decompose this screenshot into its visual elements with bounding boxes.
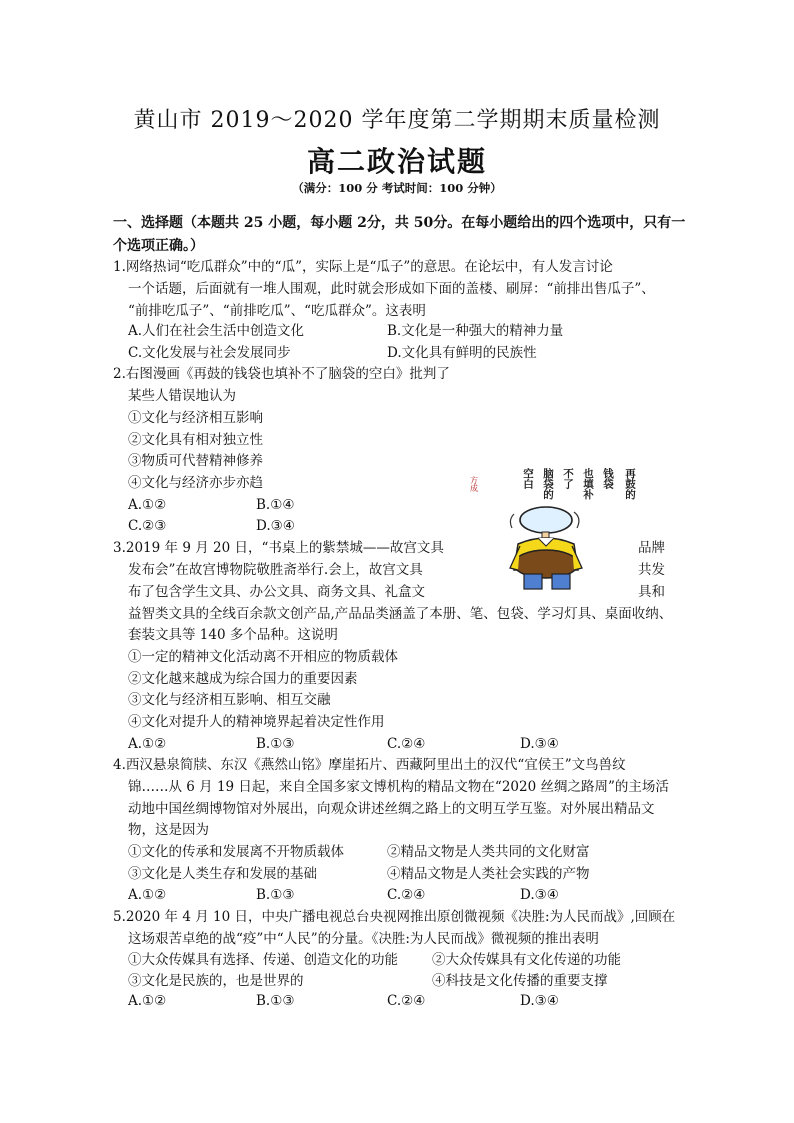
paper-subject-title: 高二政治试题 [306,145,487,178]
q5-item: ①大众传媒具有选择、传递、创造文化的功能 [128,952,398,968]
q2-option-d[interactable]: D.③④ [256,518,295,534]
exam-meta: （满分：100 分 考试时间：100 分钟） [292,181,502,195]
q3-item: ②文化越来越成为综合国力的重要因素 [128,671,358,687]
q5-option-d[interactable]: D.③④ [520,993,559,1009]
q5-stem-line: 这场艰苦卓绝的战“疫”中“人民”的分量。《决胜:为人民而战》微视频的推出表明 [128,931,599,947]
q2-stem-line: 2.右图漫画《再鼓的钱袋也填补不了脑袋的空白》批判了 [113,366,450,382]
q1-option-d[interactable]: D.文化具有鲜明的民族性 [387,345,537,361]
exam-title: 黄山市 2019～2020 学年度第二学期期末质量检测 [133,108,661,133]
q3-option-a[interactable]: A.①② [128,736,167,752]
q2-item: ②文化具有相对独立性 [128,432,263,448]
q3-stem-line: 发布会”在故宫博物院敬胜斋举行.会上，故宫文具 [128,562,423,578]
q1-option-a[interactable]: A.人们在社会生活中创造文化 [128,323,305,339]
q5-option-c[interactable]: C.②④ [387,993,426,1009]
q1-stem-line: “前排吃瓜子”、“前排吃瓜”、“吃瓜群众”。这表明 [128,303,426,319]
q4-item: ③文化是人类生存和发展的基础 [128,866,317,882]
q3-option-d[interactable]: D.③④ [520,736,559,752]
q5-option-a[interactable]: A.①② [128,993,167,1009]
q5-item: ④科技是文化传播的重要支撑 [432,973,608,989]
q4-option-d[interactable]: D.③④ [520,887,559,903]
q3-stem-line: 套装文具等 140 多个品种。这说明 [128,627,338,643]
q4-stem-line: 物，这是因为 [128,822,209,838]
q3-stem-line-end: 具和 [638,584,665,600]
q4-item: ④精品文物是人类社会实践的产物 [387,866,590,882]
q3-item: ①一定的精神文化活动离不开相应的物质载体 [128,649,398,665]
q4-stem-line: 动地中国丝绸博物馆对外展出，向观众讲述丝绸之路上的文明互学互鉴。对外展出精品文 [128,801,655,817]
q4-option-b[interactable]: B.①③ [256,887,295,903]
q4-option-c[interactable]: C.②④ [387,887,426,903]
q2-item: ④文化与经济亦步亦趋 [128,475,263,491]
q1-stem-line: 1.网络热词“吃瓜群众”中的“瓜”，实际上是“瓜子”的意思。在论坛中，有人发言讨论 [113,259,613,275]
q3-stem-line-end: 共发 [638,562,665,578]
q5-option-b[interactable]: B.①③ [256,993,295,1009]
q5-stem-line: 5.2020 年 4 月 10 日，中央广播电视总台央视网推出原创微视频《决胜:为人民而战》,回顾在 [113,909,676,925]
q3-stem-line: 3.2019 年 9 月 20 日，“书桌上的紫禁城——故宫文具 [113,540,444,556]
q1-option-b[interactable]: B.文化是一种强大的精神力量 [387,323,564,339]
q3-option-c[interactable]: C.②④ [387,736,426,752]
q2-stem-line: 某些人错误地认为 [128,388,236,404]
cartoon-caption: 钱袋 [602,468,614,489]
q3-stem-line: 益智类文具的全线百余款文创产品,产品品类涵盖了本册、笔、包袋、学习灯具、桌面收纳、 [128,606,673,622]
q5-item: ②大众传媒具有文化传递的功能 [432,952,621,968]
q2-option-b[interactable]: B.①④ [256,497,295,513]
q3-stem-line: 布了包含学生文具、办公文具、商务文具、礼盒文 [128,584,425,600]
cartoon-caption: 也填补 [582,468,594,500]
q2-option-c[interactable]: C.②③ [128,518,167,534]
q4-item: ②精品文物是人类共同的文化财富 [387,844,590,860]
q2-item: ①文化与经济相互影响 [128,410,263,426]
section-heading: 一、选择题（本题共 25 小题，每小题 2分，共 50分。在每小题给出的四个选项中，只有一 [113,215,686,231]
section-heading-cont: 个选项正确。） [113,238,204,254]
q4-stem-line: 4.西汉悬泉简牍、东汉《燕然山铭》摩崖拓片、西藏阿里出土的汉代“宜侯王”文鸟兽纹 [113,757,626,773]
q4-item: ①文化的传承和发展离不开物质载体 [128,844,344,860]
cartoon-signature: 方成 [469,476,479,492]
q2-item: ③物质可代替精神修养 [128,453,263,469]
cartoon-caption: 再鼓的 [624,468,636,500]
q5-item: ③文化是民族的，也是世界的 [128,973,304,989]
cartoon-caption: 脑袋的 [542,468,554,500]
q1-option-c[interactable]: C.文化发展与社会发展同步 [128,345,291,361]
cartoon-caption: 空白 [522,468,534,489]
q3-option-b[interactable]: B.①③ [256,736,295,752]
q3-item: ③文化与经济相互影响、相互交融 [128,692,331,708]
q1-stem-line: 一个话题，后面就有一堆人围观，此时就会形成如下面的盖楼、刷屏：“前排出售瓜子”、 [128,281,655,297]
cartoon-caption: 不了 [562,468,574,489]
money-bag-head-cartoon [462,462,640,590]
q3-stem-line-end: 品牌 [638,540,665,556]
q2-option-a[interactable]: A.①② [128,497,167,513]
q4-option-a[interactable]: A.①② [128,887,167,903]
q4-stem-line: 锦……从 6 月 19 日起，来自全国多家文博机构的精品文物在“2020 丝绸之路周”的主场活 [128,779,669,795]
q3-item: ④文化对提升人的精神境界起着决定性作用 [128,714,385,730]
